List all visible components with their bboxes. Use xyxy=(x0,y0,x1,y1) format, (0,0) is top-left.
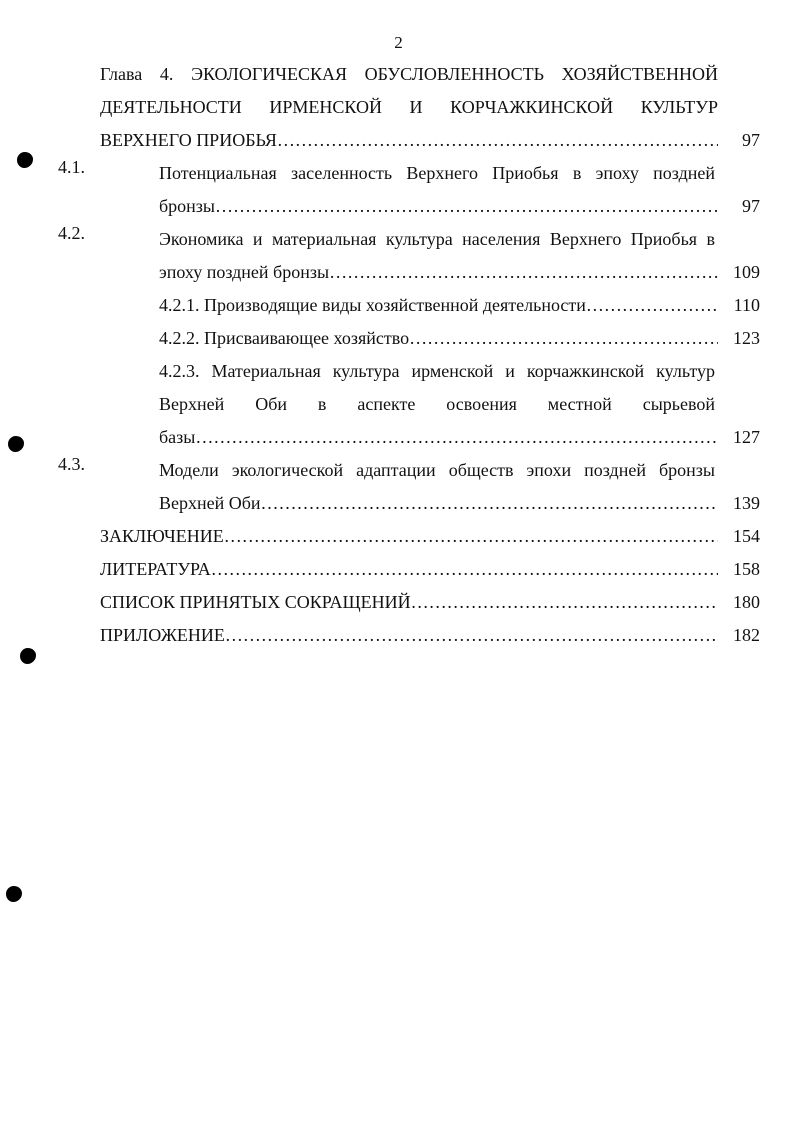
dot-leader xyxy=(225,619,718,652)
punch-hole-mark xyxy=(17,152,33,168)
dot-leader xyxy=(411,586,718,619)
dot-leader xyxy=(215,190,718,223)
entry-text: ПРИЛОЖЕНИЕ xyxy=(100,625,225,645)
dot-leader xyxy=(329,256,718,289)
entry-text-line xyxy=(159,388,715,421)
leader-line xyxy=(159,487,760,520)
page-ref: 110 xyxy=(733,295,760,315)
leader-line xyxy=(159,421,760,454)
dot-leader xyxy=(277,124,718,157)
leader-line xyxy=(159,190,760,223)
toc-entry-appendix[interactable] xyxy=(100,619,760,652)
toc-entry-chapter-4[interactable] xyxy=(100,58,760,157)
entry-text: эпоху поздней бронзы xyxy=(159,262,330,282)
page-ref: 109 xyxy=(733,262,760,282)
table-of-contents xyxy=(58,58,760,652)
entry-text: 4.2.2. Присваивающее хозяйство xyxy=(159,328,410,348)
page-ref: 97 xyxy=(742,130,760,150)
section-number: 4.3. xyxy=(58,454,85,474)
chapter-title-line: Глава 4. ЭКОЛОГИЧЕСКАЯ ОБУСЛОВЛЕННОСТЬ ХОЗЯЙСТВЕННОЙ xyxy=(100,64,718,84)
toc-entry-4-2-2[interactable] xyxy=(100,322,760,355)
dot-leader xyxy=(211,553,718,586)
toc-entry-4-2-3[interactable] xyxy=(100,355,760,454)
entry-text: Верхней Оби xyxy=(159,493,261,513)
page-ref: 154 xyxy=(733,526,760,546)
entry-text: 4.2.3. Материальная культура ирменской и корчажкинской культур xyxy=(159,361,715,381)
punch-hole-mark xyxy=(20,648,36,664)
toc-entry-literature[interactable] xyxy=(100,553,760,586)
toc-entry-abbreviations[interactable] xyxy=(100,586,760,619)
entry-text: бронзы xyxy=(159,196,215,216)
chapter-title-line: ВЕРХНЕГО ПРИОБЬЯ xyxy=(100,130,277,150)
entry-text: ЗАКЛЮЧЕНИЕ xyxy=(100,526,224,546)
page-ref: 127 xyxy=(733,427,760,447)
entry-text-line xyxy=(159,157,715,190)
entry-text-line xyxy=(159,223,715,256)
page-ref: 123 xyxy=(733,328,760,348)
page-ref: 182 xyxy=(733,625,760,645)
page-ref: 97 xyxy=(742,196,760,216)
entry-text: Верхней Оби в аспекте освоения местной сырьевой xyxy=(159,394,715,414)
section-number: 4.2. xyxy=(58,223,85,243)
dot-leader xyxy=(586,289,718,322)
section-number: 4.1. xyxy=(58,157,85,177)
toc-entry-4-2[interactable] xyxy=(58,223,760,289)
dot-leader xyxy=(195,421,718,454)
dot-leader xyxy=(409,322,718,355)
toc-entry-4-2-1[interactable] xyxy=(100,289,760,322)
entry-text: Модели экологической адаптации обществ эпохи поздней бронзы xyxy=(159,460,715,480)
punch-hole-mark xyxy=(6,886,22,902)
leader-line xyxy=(100,124,760,157)
entry-text-line xyxy=(159,355,715,388)
dot-leader xyxy=(261,487,718,520)
toc-entry-4-3[interactable] xyxy=(58,454,760,520)
entry-text-line xyxy=(159,454,715,487)
leader-line xyxy=(159,289,760,322)
page-number: 2 xyxy=(394,33,403,52)
entry-text: СПИСОК ПРИНЯТЫХ СОКРАЩЕНИЙ xyxy=(100,592,411,612)
leader-line xyxy=(159,256,760,289)
dot-leader xyxy=(224,520,718,553)
entry-text: Экономика и материальная культура населения Верхнего Приобья в xyxy=(159,229,715,249)
page-ref: 180 xyxy=(733,592,760,612)
toc-entry-4-1[interactable] xyxy=(58,157,760,223)
entry-text: 4.2.1. Производящие виды хозяйственной деятельности xyxy=(159,295,586,315)
entry-text: ЛИТЕРАТУРА xyxy=(100,559,211,579)
page-ref: 158 xyxy=(733,559,760,579)
punch-hole-mark xyxy=(8,436,24,452)
chapter-title-line: ДЕЯТЕЛЬНОСТИ ИРМЕНСКОЙ И КОРЧАЖКИНСКОЙ КУЛЬТУР xyxy=(100,97,718,117)
toc-entry-conclusion[interactable] xyxy=(100,520,760,553)
entry-text: Потенциальная заселенность Верхнего Приобья в эпоху поздней xyxy=(159,163,715,183)
leader-line xyxy=(159,322,760,355)
page-ref: 139 xyxy=(733,493,760,513)
entry-text: базы xyxy=(159,427,196,447)
